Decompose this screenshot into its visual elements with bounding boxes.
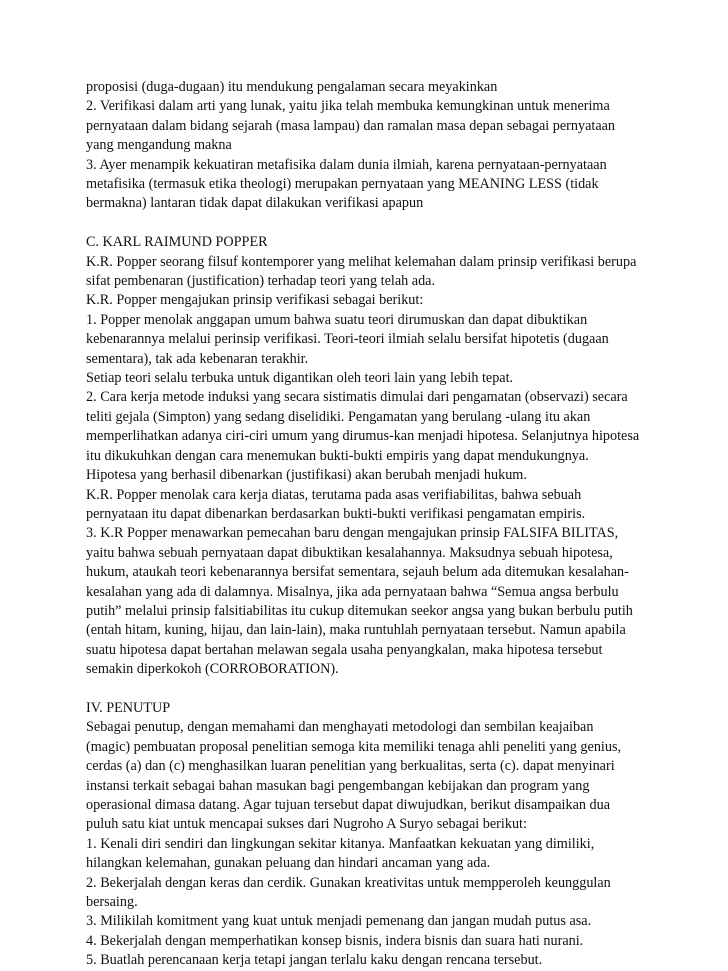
text-line: kebenarannya melalui perinsip verifikasi. Teori-teori ilmiah selalu bersifat hipotetis (dugaan [86, 331, 609, 348]
text-line: kesalahan yang ada di dalamnya. Misalnya, jika ada pernyataan bahwa “Semua angsa berbulu [86, 583, 619, 600]
text-line: K.R. Popper seorang filsuf kontemporer yang melihat kelemahan dalam prinsip verifikasi berupa [86, 253, 637, 270]
text-line: 3. Ayer menampik kekuatiran metafisika dalam dunia ilmiah, karena pernyataan-pernyataan [86, 156, 607, 173]
text-line: Hipotesa yang berhasil dibenarkan (justifikasi) akan berubah menjadi hukum. [86, 467, 527, 484]
text-line: (magic) pembuatan proposal penelitian semoga kita memiliki tenaga ahli peneliti yang genius, [86, 738, 622, 755]
text-line: 1. Kenali diri sendiri dan lingkungan sekitar kitanya. Manfaatkan kekuatan yang dimiliki, [86, 835, 595, 852]
text-line: 1. Popper menolak anggapan umum bahwa suatu teori dirumuskan dan dapat dibuktikan [86, 311, 588, 328]
text-line: semakin diperkokoh (CORROBORATION). [86, 661, 339, 678]
text-line: Setiap teori selalu terbuka untuk digantikan oleh teori lain yang lebih tepat. [86, 370, 514, 387]
text-line: memperlihatkan adanya ciri-ciri umum yang dirumus-kan menjadi hipotesa. Selanjutnya hipotesa [86, 428, 640, 445]
text-line: cerdas (a) dan (c) menghasilkan luaran penelitian yang berkualitas, serta (c). dapat menyinari [86, 758, 615, 775]
paragraph-spacer [86, 680, 656, 699]
text-line: teliti gejala (Simpton) yang sedang diselidiki. Pengamatan yang berulang -ulang itu akan [86, 408, 591, 425]
text-line: K.R. Popper menolak cara kerja diatas, terutama pada asas verifiabilitas, bahwa sebuah [86, 486, 582, 503]
text-line: instansi terkait sebagai bahan masukan bagi pengembangan kebijakan dan program yang [86, 777, 590, 794]
text-line: itu dikukuhkan dengan cara menemukan bukti-bukti empiris yang dapat mendukungnya. [86, 447, 589, 464]
section-heading-penutup: IV. PENUTUP [86, 699, 171, 716]
text-line: 3. Milikilah komitment yang kuat untuk menjadi pemenang dan jangan mudah putus asa. [86, 913, 592, 930]
text-line: sifat pembenaran (justification) terhadap teori yang telah ada. [86, 273, 436, 290]
intro-paragraph [86, 78, 656, 214]
text-line: 2. Bekerjalah dengan keras dan cerdik. Gunakan kreativitas untuk mempperoleh keunggulan [86, 874, 611, 891]
document-page [86, 78, 656, 971]
popper-section [86, 233, 656, 679]
text-line: pernyataan dalam bidang sejarah (masa lampau) dan ramalan masa depan sebagai pernyataan [86, 117, 616, 134]
text-line: hukum, ataukah teori kebenarannya bersifat sementara, sejauh belum ada ditemukan kesalahan- [86, 564, 629, 581]
text-line: puluh satu kiat untuk mencapai sukses dari Nugroho A Suryo sebagai berikut: [86, 816, 527, 833]
penutup-section [86, 699, 656, 971]
text-line: Sebagai penutup, dengan memahami dan menghayati metodologi dan sembilan keajaiban [86, 719, 594, 736]
text-line: K.R. Popper mengajukan prinsip verifikasi sebagai berikut: [86, 292, 424, 309]
text-line: 4. Bekerjalah dengan memperhatikan konsep bisnis, indera bisnis dan suara hati nurani. [86, 932, 584, 949]
text-line: sementara), tak ada kebenaran terakhir. [86, 350, 309, 367]
text-line: 2. Verifikasi dalam arti yang lunak, yaitu jika telah membuka kemungkinan untuk menerima [86, 98, 610, 115]
text-line: proposisi (duga-dugaan) itu mendukung pengalaman secara meyakinkan [86, 79, 498, 95]
text-line: bermakna) lantaran tidak dapat dilakukan verifikasi apapun [86, 195, 424, 212]
section-heading-popper: C. KARL RAIMUND POPPER [86, 234, 268, 251]
text-line: bersaing. [86, 894, 138, 911]
text-line: pernyataan itu dapat dibenarkan berdasarkan bukti-bukti verifikasi pengamatan empiris. [86, 505, 586, 522]
text-line: hilangkan kelemahan, gunakan peluang dan hindari ancaman yang ada. [86, 855, 491, 872]
text-line: yaitu bahwa sebuah pernyataan dapat dibuktikan kesalahannya. Maksudnya sebuah hipotesa, [86, 544, 613, 561]
text-line: suatu hipotesa dapat bertahan melawan segala usaha penyangkalan, maka hipotesa tersebut [86, 641, 603, 658]
text-line: operasional dimasa datang. Agar tujuan tersebut dapat diwujudkan, berikut disampaikan dua [86, 797, 611, 813]
text-line: (entah hitam, kuning, hijau, dan lain-lain), maka runtuhlah pernyataan tersebut. Namun apabila [86, 622, 626, 639]
text-line: metafisika (termasuk etika theologi) merupakan pernyataan yang MEANING LESS (tidak [86, 176, 599, 193]
text-line: 2. Cara kerja metode induksi yang secara sistimatis dimulai dari pengamatan (observazi) secara [86, 389, 628, 406]
text-line: yang mengandung makna [86, 137, 232, 154]
text-line: putih” melalui prinsip falsitiabilitas itu cukup ditemukan seekor angsa yang bukan berbulu putih [86, 602, 633, 619]
text-line: 5. Buatlah perencanaan kerja tetapi jangan terlalu kaku dengan rencana tersebut. [86, 952, 543, 969]
paragraph-spacer [86, 214, 656, 233]
text-line: 3. K.R Popper menawarkan pemecahan baru dengan mengajukan prinsip FALSIFA BILITAS, [86, 525, 619, 542]
